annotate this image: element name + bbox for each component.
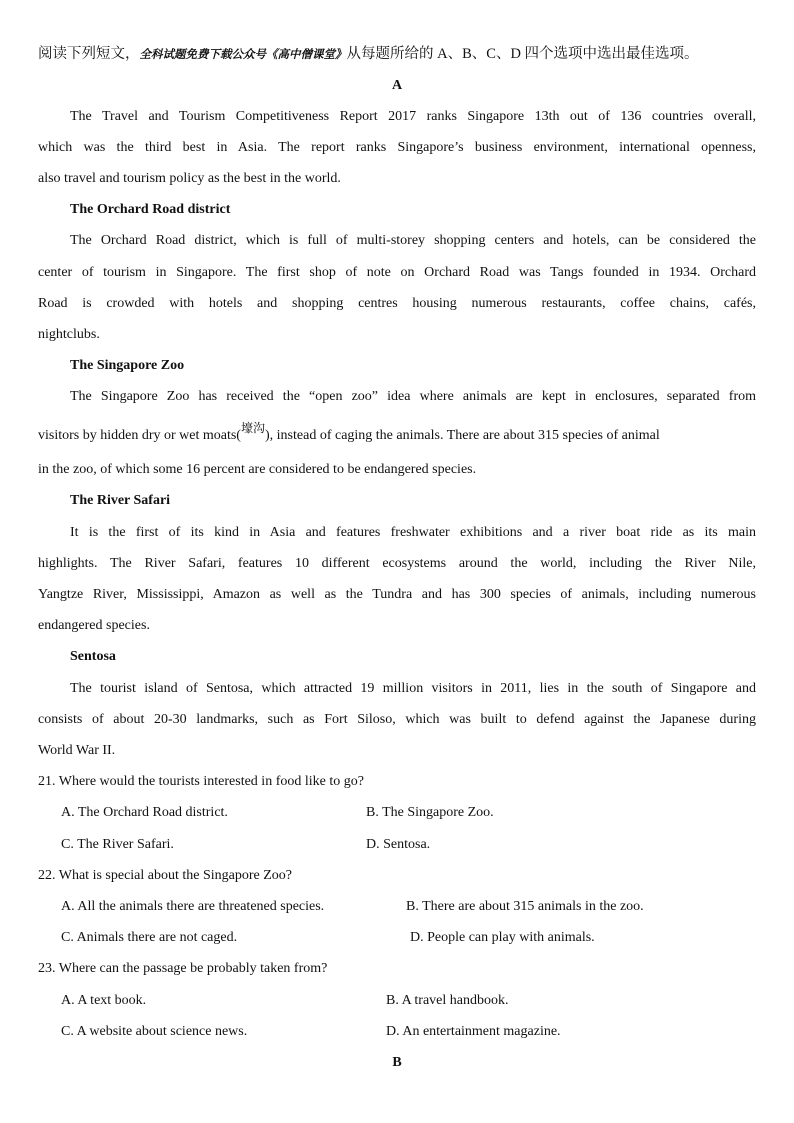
orchard-heading: The Orchard Road district xyxy=(70,202,231,217)
instruction-note: 全科试题免费下载公众号《高中僧课堂》 xyxy=(139,49,347,61)
q23-option-d: D. An entertainment magazine. xyxy=(386,1024,561,1039)
instruction-line xyxy=(38,42,756,63)
zoo-line-3: in the zoo, of which some 16 percent are considered to be endangered species. xyxy=(38,462,477,477)
zoo-line-2b: ), instead of caging the animals. There are about 315 species of animal xyxy=(265,428,660,443)
sentosa-line-2: consists of about 20-30 landmarks, such as Fort Siloso, which was built to defend against the Japanese during xyxy=(38,712,756,727)
q23-option-b: B. A travel handbook. xyxy=(386,993,509,1008)
zoo-line-2a: visitors by hidden dry or wet moats( xyxy=(38,428,241,443)
q23-option-a: A. A text book. xyxy=(61,993,147,1008)
moat-gloss: 壕沟 xyxy=(240,421,265,435)
river-line-2: highlights. The River Safari, features 10 different ecosystems around the world, including the River Nile, xyxy=(38,556,756,571)
q21-option-b: B. The Singapore Zoo. xyxy=(366,805,494,820)
instruction-prefix: 阅读下列短文， xyxy=(38,46,140,62)
orchard-line-1: The Orchard Road district, which is full of multi-storey shopping centers and hotels, can be considered the xyxy=(70,233,756,248)
river-heading: The River Safari xyxy=(70,493,171,508)
question-21: 21. Where would the tourists interested in food like to go? xyxy=(38,774,364,789)
river-line-4: endangered species. xyxy=(38,618,150,633)
q22-option-b: B. There are about 315 animals in the zoo. xyxy=(406,899,644,914)
section-b-label: B xyxy=(392,1055,402,1070)
q22-option-c: C. Animals there are not caged. xyxy=(61,930,238,945)
question-23: 23. Where can the passage be probably taken from? xyxy=(38,961,328,976)
zoo-heading: The Singapore Zoo xyxy=(70,358,185,373)
q21-option-d: D. Sentosa. xyxy=(366,837,431,852)
river-line-3: Yangtze River, Mississippi, Amazon as well as the Tundra and has 300 species of animals, including numerous xyxy=(38,587,756,602)
intro-line-1: The Travel and Tourism Competitiveness Report 2017 ranks Singapore 13th out of 136 countries overall, xyxy=(70,109,756,124)
sentosa-heading: Sentosa xyxy=(70,649,116,664)
orchard-line-2: center of tourism in Singapore. The first shop of note on Orchard Road was Tangs founded in 1934. Orchard xyxy=(38,265,756,280)
q23-option-c: C. A website about science news. xyxy=(61,1024,248,1039)
q22-option-a: A. All the animals there are threatened species. xyxy=(61,899,325,914)
question-22: 22. What is special about the Singapore Zoo? xyxy=(38,868,293,883)
zoo-line-2 xyxy=(38,421,756,446)
orchard-line-3: Road is crowded with hotels and shopping centres housing numerous restaurants, coffee chains, cafés, xyxy=(38,296,756,311)
river-line-1: It is the first of its kind in Asia and features freshwater exhibitions and a river boat ride as its main xyxy=(70,525,756,540)
q21-option-a: A. The Orchard Road district. xyxy=(61,805,228,820)
section-a-label: A xyxy=(391,78,403,93)
zoo-line-1: The Singapore Zoo has received the “open zoo” idea where animals are kept in enclosures, separated from xyxy=(70,389,756,404)
instruction-suffix: 从每题所给的 A、B、C、D 四个选项中选出最佳选项。 xyxy=(346,46,699,62)
q22-option-d: D. People can play with animals. xyxy=(410,930,595,945)
sentosa-line-3: World War II. xyxy=(38,743,116,758)
intro-line-2: which was the third best in Asia. The report ranks Singapore’s business environment, international openness, xyxy=(38,140,756,155)
q21-option-c: C. The River Safari. xyxy=(61,837,174,852)
intro-line-3: also travel and tourism policy as the best in the world. xyxy=(38,171,341,186)
orchard-line-4: nightclubs. xyxy=(38,327,100,342)
sentosa-line-1: The tourist island of Sentosa, which attracted 19 million visitors in 2011, lies in the south of Singapore and xyxy=(70,681,756,696)
